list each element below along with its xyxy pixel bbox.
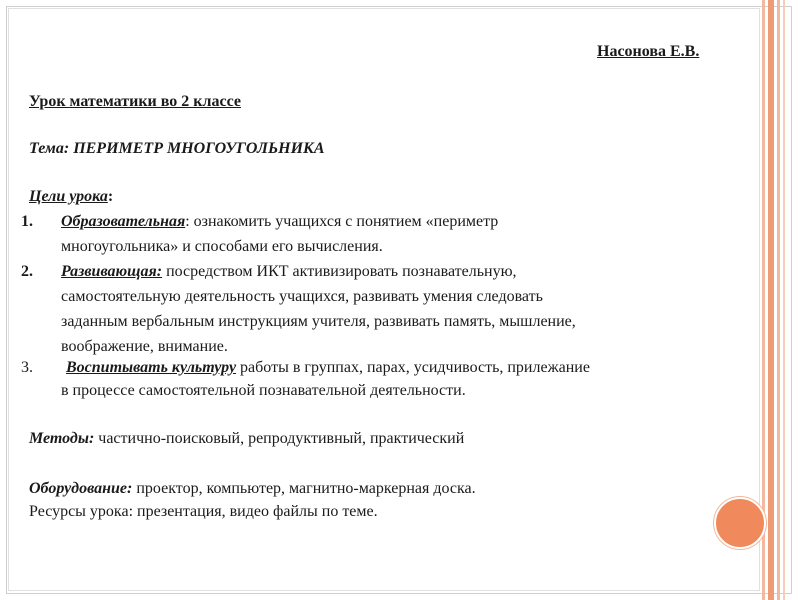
goal-2-line-1 bbox=[61, 262, 517, 282]
goals-heading bbox=[29, 187, 113, 207]
decor-orange-circle bbox=[714, 497, 766, 549]
methods-line bbox=[29, 429, 464, 449]
goals-heading-colon: : bbox=[107, 188, 114, 205]
goal-2-line-2: самостоятельную деятельность учащихся, развивать умения следовать bbox=[61, 288, 543, 305]
goal-3-label: Воспитывать культуру bbox=[66, 359, 237, 376]
methods-text: частично-поисковый, репродуктивный, практический bbox=[94, 430, 465, 447]
goal-2-number: 2. bbox=[21, 263, 33, 280]
equipment-label: Оборудование: bbox=[29, 480, 133, 497]
goals-heading-label: Цели урока bbox=[29, 188, 108, 205]
lesson-topic: Тема: ПЕРИМЕТР МНОГОУГОЛЬНИКА bbox=[29, 140, 325, 157]
author-name: Насонова Е.В. bbox=[597, 43, 700, 60]
equipment-line bbox=[29, 479, 476, 499]
goal-2-text: посредством ИКТ активизировать познавательную, bbox=[162, 263, 517, 280]
goal-2-line-4: воображение, внимание. bbox=[61, 338, 228, 355]
goal-3-text: работы в группах, парах, усидчивость, прилежание bbox=[236, 359, 590, 376]
decor-stripe-4 bbox=[783, 0, 785, 600]
lesson-title: Урок математики во 2 классе bbox=[29, 93, 241, 110]
goal-2-label: Развивающая: bbox=[61, 263, 163, 280]
goal-1-number: 1. bbox=[21, 213, 33, 230]
goal-1-label: Образовательная bbox=[61, 213, 186, 230]
goal-3-number: 3. bbox=[21, 359, 33, 376]
resources-line: Ресурсы урока: презентация, видео файлы по теме. bbox=[29, 503, 378, 520]
goal-3-line-1 bbox=[66, 358, 590, 378]
goal-1-text: : ознакомить учащихся с понятием «периметр bbox=[185, 213, 499, 230]
goal-3-line-2: в процессе самостоятельной познавательной деятельности. bbox=[61, 382, 466, 399]
goal-1-line-2: многоугольника» и способами его вычисления. bbox=[61, 238, 383, 255]
goal-2-line-3: заданным вербальным инструкциям учителя, развивать память, мышление, bbox=[61, 313, 576, 330]
equipment-text: проектор, компьютер, магнитно-маркерная доска. bbox=[132, 480, 476, 497]
methods-label: Методы: bbox=[29, 430, 95, 447]
decor-stripe-3 bbox=[777, 0, 780, 600]
goal-1-line-1 bbox=[61, 212, 498, 232]
decor-stripe-2 bbox=[768, 0, 774, 600]
